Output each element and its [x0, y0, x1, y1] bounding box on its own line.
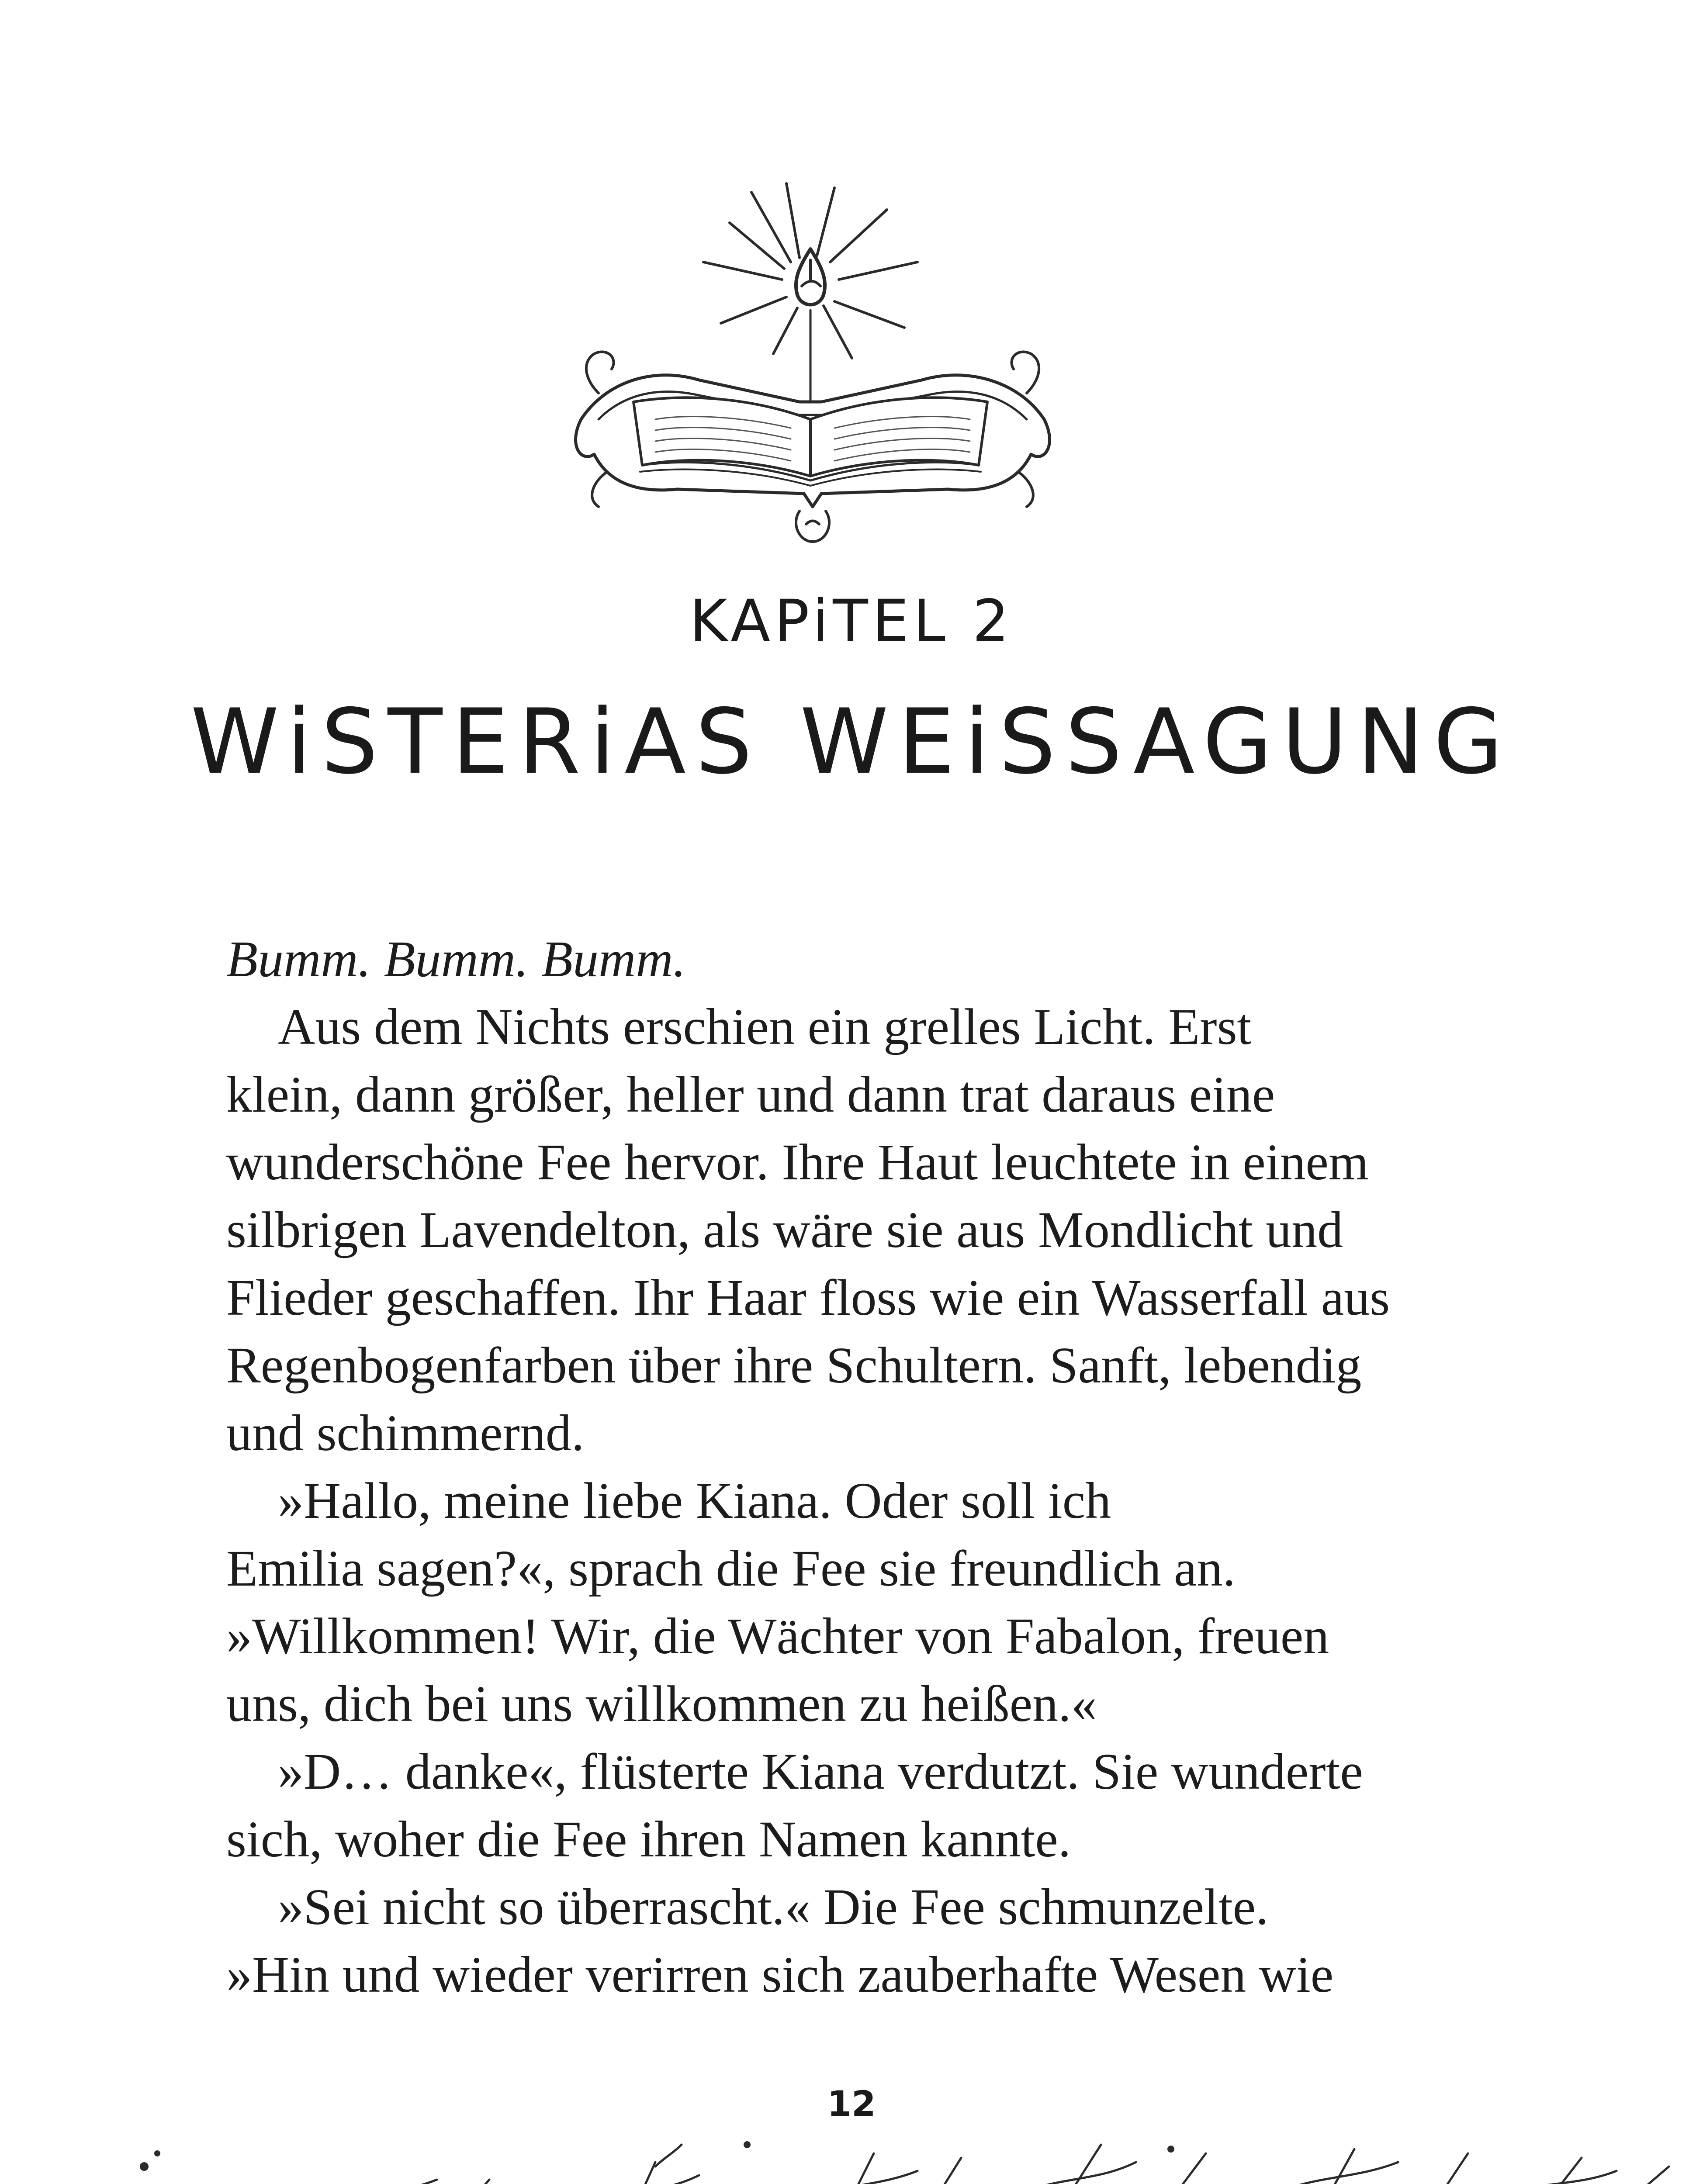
- body-line: Aus dem Nichts erschien ein grelles Licht. Erst: [278, 998, 1252, 1055]
- open-book-illustration: [555, 175, 1158, 559]
- body-line: »Hallo, meine liebe Kiana. Oder soll ich: [278, 1472, 1111, 1529]
- chapter-title: WiSTERiAS WEiSSAGUNG: [190, 690, 1513, 794]
- body-line: Bumm. Bumm. Bumm.: [226, 930, 686, 988]
- meadow-footer-illustration: [0, 2127, 1703, 2184]
- body-line: uns, dich bei uns willkommen zu heißen.«: [226, 1675, 1097, 1732]
- body-line: silbrigen Lavendelton, als wäre sie aus Mondlicht und: [226, 1201, 1343, 1258]
- page-number: 12: [827, 2084, 876, 2124]
- body-line: Flieder geschaffen. Ihr Haar floss wie ein Wasserfall aus: [226, 1269, 1390, 1326]
- body-line: »D… danke«, flüsterte Kiana verdutzt. Sie wunderte: [278, 1743, 1363, 1800]
- body-text: [226, 925, 1397, 2008]
- body-line: »Sei nicht so überrascht.« Die Fee schmunzelte.: [278, 1878, 1269, 1935]
- body-line: klein, dann größer, heller und dann trat daraus eine: [226, 1066, 1275, 1123]
- body-line: wunderschöne Fee hervor. Ihre Haut leuchtete in einem: [226, 1133, 1369, 1191]
- body-line: und schimmernd.: [226, 1404, 585, 1462]
- body-line: Regenbogenfarben über ihre Schultern. Sanft, lebendig: [226, 1337, 1362, 1394]
- chapter-label: KAPiTEL 2: [689, 587, 1014, 655]
- body-line: Emilia sagen?«, sprach die Fee sie freundlich an.: [226, 1540, 1236, 1597]
- body-line: sich, woher die Fee ihren Namen kannte.: [226, 1811, 1071, 1868]
- body-line: »Hin und wieder verirren sich zauberhafte Wesen wie: [226, 1946, 1334, 2003]
- body-line: »Willkommen! Wir, die Wächter von Fabalon, freuen: [226, 1607, 1329, 1665]
